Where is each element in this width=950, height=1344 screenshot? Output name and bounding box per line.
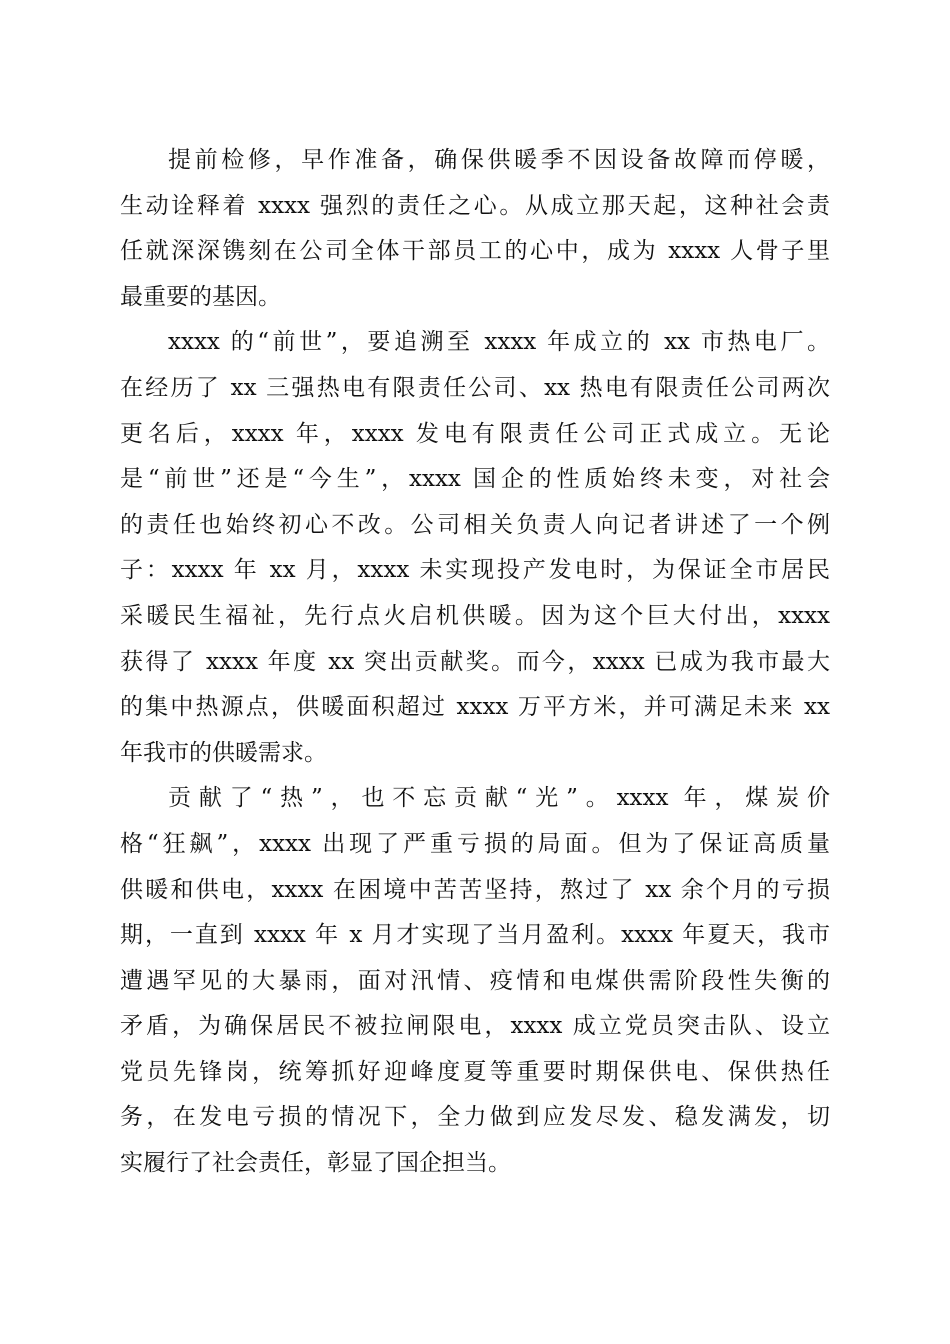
paragraph-2-line-1: xxxx 的“前世”，要追溯至 xxxx 年成立的 xx 市热电厂。 bbox=[168, 329, 830, 356]
paragraph-1-line-1: 提前检修，早作准备，确保供暖季不因设备故障而停暖， bbox=[168, 147, 830, 173]
paragraph-3-line-2: 格“狂飙”，xxxx 出现了严重亏损的局面。但为了保证高质量 bbox=[120, 830, 830, 857]
paragraph-3-line-4: 期，一直到 xxxx 年 x 月才实现了当月盈利。xxxx 年夏天，我市 bbox=[120, 922, 830, 949]
paragraph-2-line-6: 子：xxxx 年 xx 月，xxxx 未实现投产发电时，为保证全市居民 bbox=[120, 557, 830, 584]
paragraph-2-line-5: 的责任也始终初心不改。公司相关负责人向记者讲述了一个例 bbox=[120, 511, 830, 538]
paragraph-2-line-8: 获得了 xxxx 年度 xx 突出贡献奖。而今，xxxx 已成为我市最大 bbox=[120, 648, 830, 675]
paragraph-3-line-3: 供暖和供电，xxxx 在困境中苦苦坚持，熬过了 xx 余个月的亏损 bbox=[120, 876, 830, 903]
paragraph-3-line-7: 党员先锋岗，统筹抓好迎峰度夏等重要时期保供电、保供热任 bbox=[120, 1058, 830, 1085]
paragraph-3-line-9: 实履行了社会责任，彰显了国企担当。 bbox=[120, 1150, 511, 1177]
paragraph-3-line-5: 遭遇罕见的大暴雨，面对汛情、疫情和电煤供需阶段性失衡的 bbox=[120, 967, 830, 994]
paragraph-3-line-6: 矛盾，为确保居民不被拉闸限电，xxxx 成立党员突击队、设立 bbox=[120, 1013, 830, 1040]
paragraph-1-line-3: 任就深深镌刻在公司全体干部员工的心中，成为 xxxx 人骨子里 bbox=[120, 238, 830, 265]
paragraph-2-line-2: 在经历了 xx 三强热电有限责任公司、xx 热电有限责任公司两次 bbox=[120, 374, 830, 401]
paragraph-2-line-10: 年我市的供暖需求。 bbox=[120, 739, 327, 766]
paragraph-3-line-8: 务，在发电亏损的情况下，全力做到应发尽发、稳发满发，切 bbox=[120, 1104, 830, 1131]
paragraph-2-line-9: 的集中热源点，供暖面积超过 xxxx 万平方米，并可满足未来 xx bbox=[120, 694, 830, 721]
paragraph-3-line-1: 贡献了“热”，也不忘贡献“光”。xxxx 年，煤炭价 bbox=[168, 785, 830, 812]
paragraph-1-line-2: 生动诠释着 xxxx 强烈的责任之心。从成立那天起，这种社会责 bbox=[120, 192, 830, 219]
paragraph-2-line-3: 更名后，xxxx 年，xxxx 发电有限责任公司正式成立。无论 bbox=[120, 420, 830, 447]
paragraph-2-line-7: 采暖民生福祉，先行点火启机供暖。因为这个巨大付出，xxxx bbox=[120, 602, 830, 629]
document-body bbox=[120, 138, 830, 1187]
paragraph-2-line-4: 是“前世”还是“今生”，xxxx 国企的性质始终未变，对社会 bbox=[120, 466, 830, 493]
paragraph-1-line-4: 最重要的基因。 bbox=[120, 283, 281, 310]
